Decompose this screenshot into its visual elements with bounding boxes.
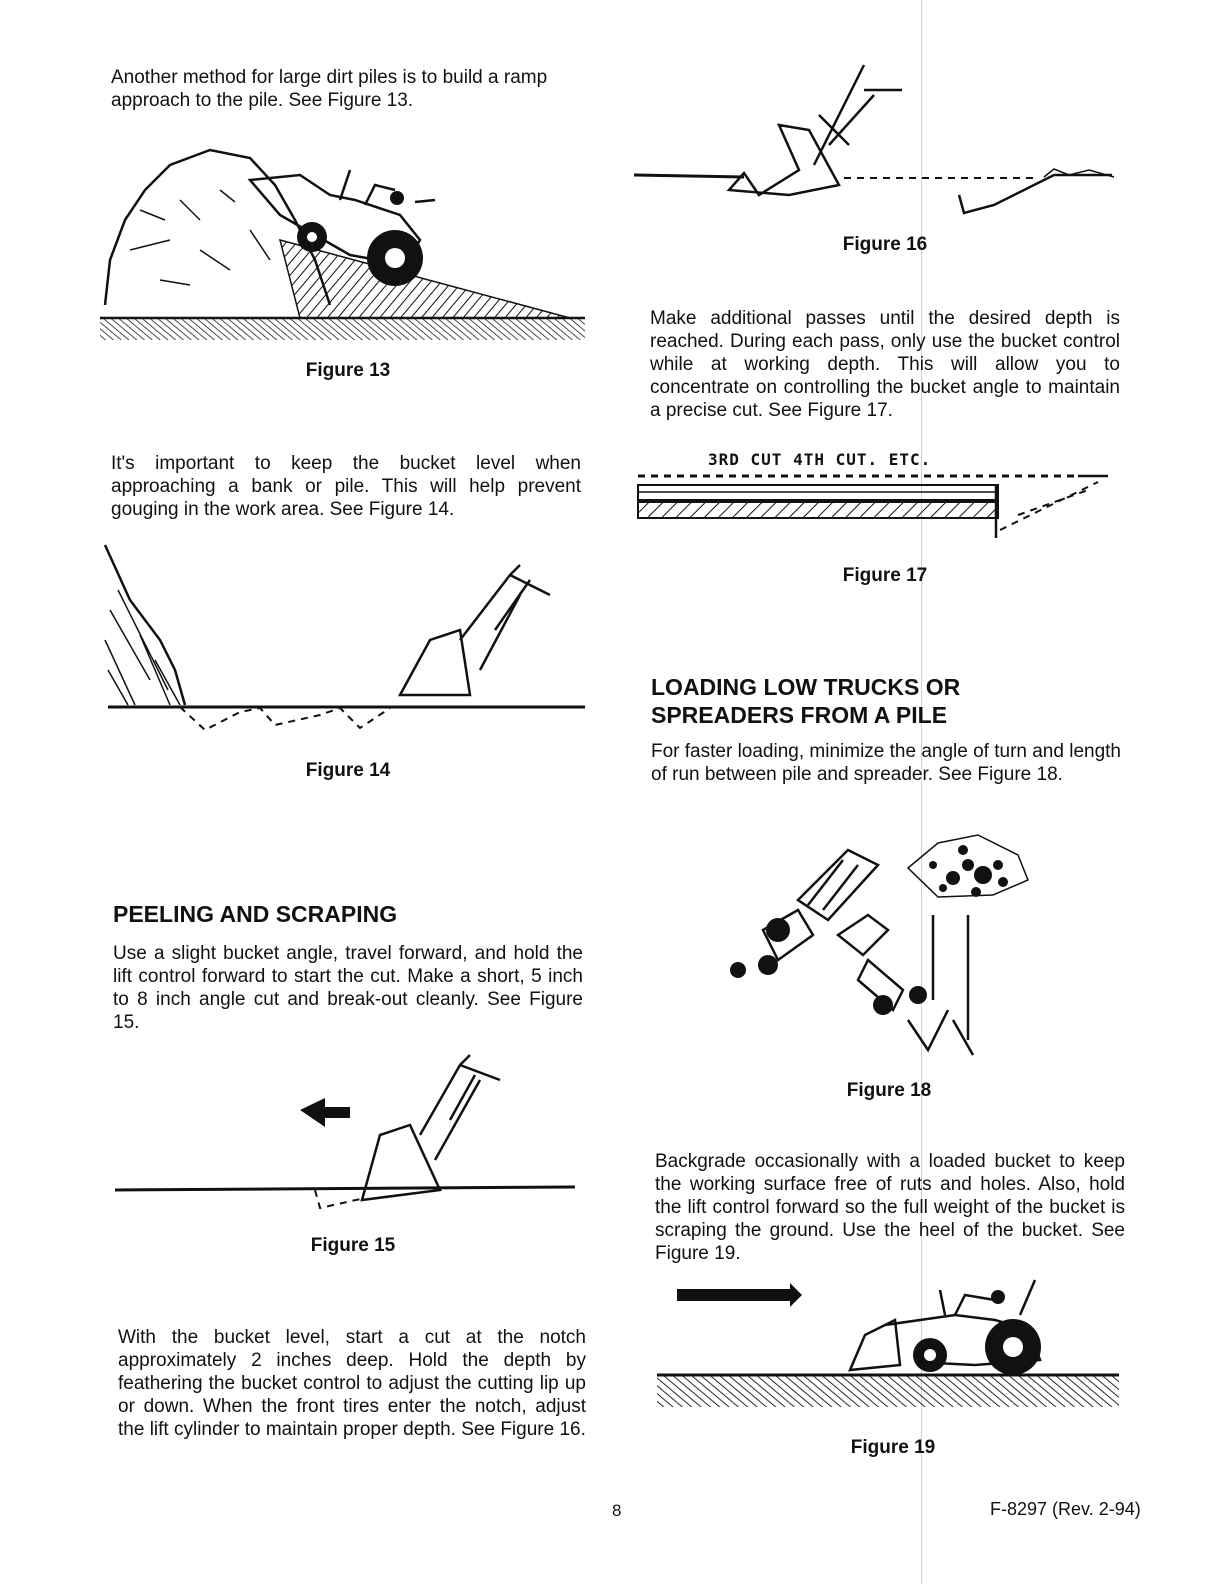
figure-18-caption: Figure 18 [846,1080,932,1101]
backgrade-paragraph: Backgrade occasionally with a loaded bucket to keep the working surface free of ruts and holes. Also, hold the lift control forward so the full weight of the bucket is scraping the ground. Use the heel of the bucket. See Figure 19. [655,1151,1125,1264]
figure-17-label: 3RD CUT 4TH CUT. ETC. [708,450,932,469]
figure-13-caption: Figure 13 [305,360,391,381]
figure-13-illustration [100,140,590,350]
document-code: F-8297 (Rev. 2-94) [990,1499,1141,1519]
figure-19-illustration [655,1275,1125,1415]
figure-14-caption: Figure 14 [305,760,391,781]
figure-17-illustration [638,470,1113,550]
figure-17-caption: Figure 17 [842,565,928,586]
ramp-paragraph: Another method for large dirt piles is to build a ramp approach to the pile. See Figure 13. [111,67,548,111]
bucket-level-paragraph: It's important to keep the bucket level when approaching a bank or pile. This will help prevent gouging in the work area. See Figure 14. [111,453,581,520]
loading-heading-line2: SPREADERS FROM A PILE [651,702,948,728]
notch-paragraph: With the bucket level, start a cut at the notch approximately 2 inches deep. Hold the depth by feathering the bucket control to adjust the cutting lip up or down. When the front tires enter the notch, adjust the lift cylinder to maintain proper depth. See Figure 16. [118,1327,586,1440]
loading-heading-line1: LOADING LOW TRUCKS OR [651,674,961,700]
figure-15-caption: Figure 15 [310,1235,396,1256]
figure-14-illustration [100,540,590,740]
figure-18-illustration [718,820,1038,1070]
peeling-heading: PEELING AND SCRAPING [113,901,398,927]
page-number: 8 [612,1501,622,1520]
figure-15-illustration [110,1050,580,1230]
loading-paragraph: For faster loading, minimize the angle of turn and length of run between pile and spreader. See Figure 18. [651,741,1121,785]
figure-16-caption: Figure 16 [842,234,928,255]
peeling-paragraph: Use a slight bucket angle, travel forward, and hold the lift control forward to start the cut. Make a short, 5 inch to 8 inch angle cut and break-out cleanly. See Figure 15. [113,943,583,1033]
passes-paragraph: Make additional passes until the desired depth is reached. During each pass, only use the bucket control while at working depth. This will allow you to concentrate on controlling the bucket angle to maintain a precise cut. See Figure 17. [650,308,1120,421]
figure-19-caption: Figure 19 [850,1437,936,1458]
figure-16-illustration [634,55,1114,225]
